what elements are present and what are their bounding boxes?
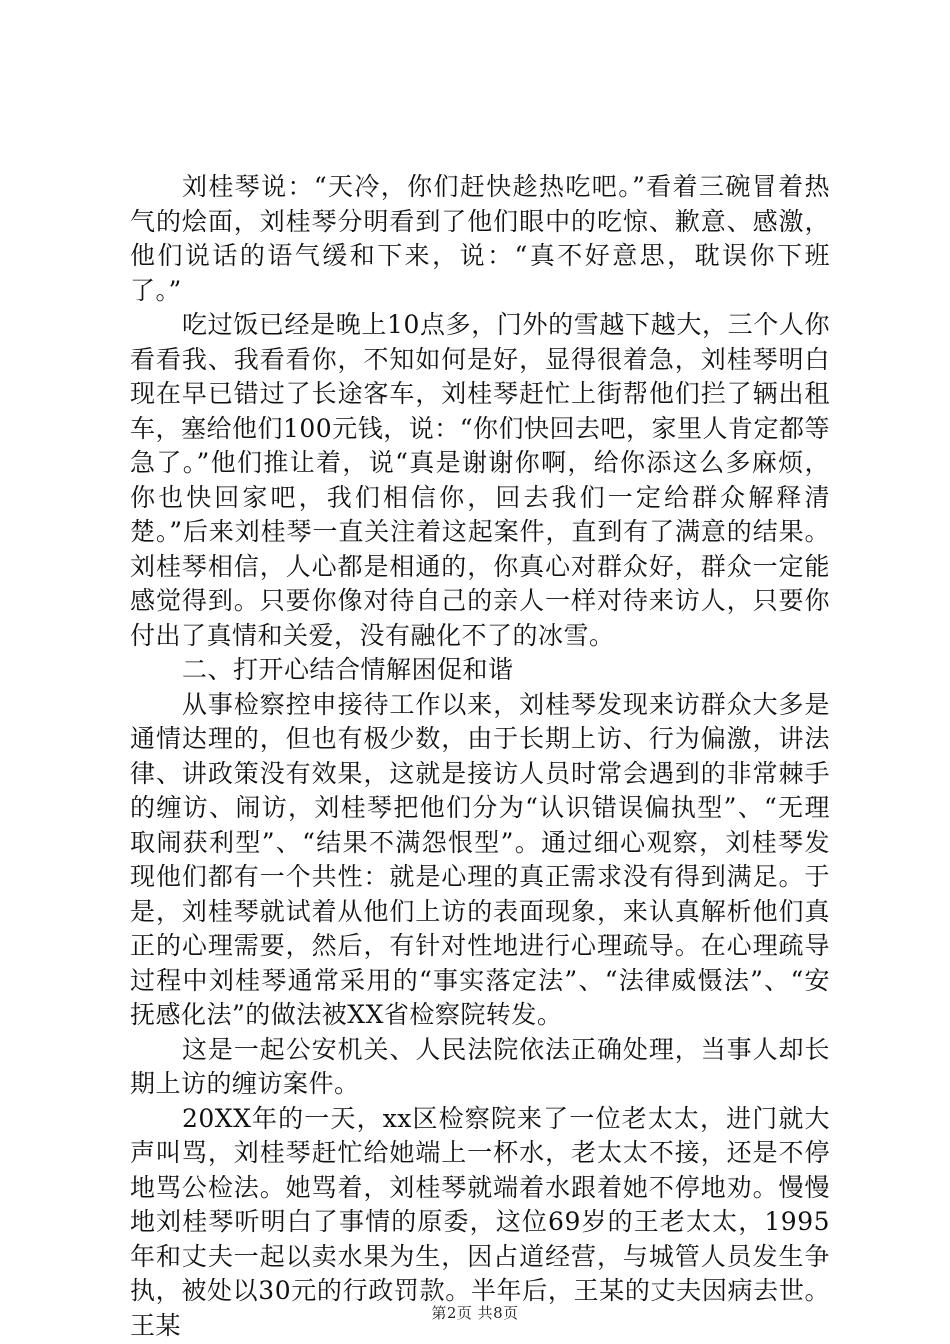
section-heading: 二、打开心结合情解困促和谐 xyxy=(182,655,514,684)
paragraph-4: 这是一起公安机关、人民法院依法正确处理，当事人却长期上访的缠访案件。 xyxy=(130,1034,830,1098)
paragraph-2: 吃过饭已经是晚上10点多，门外的雪越下越大，三个人你看看我、我看看你，不知如何是好，显得很着急，刘桂琴明白现在早已错过了长途客车，刘桂琴赶忙上街帮他们拦了辆出租车，塞给他们100元钱，说：“你们快回去吧，家里人肯定都等急了。”他们推让着，说“真是谢谢你啊，给你添这么多麻烦，你也快回家吧，我们相信你，回去我们一定给群众解释清楚。”后来刘桂琴一直关注着这起案件，直到有了满意的结果。刘桂琴相信，人心都是相通的，你真心对群众好，群众一定能感觉得到。只要你像对待自己的亲人一样对待来访人，只要你付出了真情和关爱，没有融化不了的冰雪。 xyxy=(130,310,831,650)
paragraph-1: 刘桂琴说：“天冷，你们赶快趁热吃吧。”看着三碗冒着热气的烩面，刘桂琴分明看到了他们眼中的吃惊、歉意、感激，他们说话的语气缓和下来，说：“真不好意思，耽误你下班了。” xyxy=(130,172,830,305)
page-footer: 第2页 共8页 xyxy=(431,1304,519,1322)
document-body xyxy=(130,170,830,1343)
paragraph-5: 20XX年的一天，xx区检察院来了一位老太太，进门就大声叫骂，刘桂琴赶忙给她端上一杯水，老太太不接，还是不停地骂公检法。她骂着，刘桂琴就端着水跟着她不停地劝。慢慢地刘桂琴听明白了事情的原委，这位69岁的王老太太，1995年和丈夫一起以卖水果为生，因占道经营，与城管人员发生争执，被处以30元的行政罚款。半年后，王某的丈夫因病去世。王某 xyxy=(130,1103,830,1340)
paragraph-3: 从事检察控申接待工作以来，刘桂琴发现来访群众大多是通情达理的，但也有极少数，由于长期上访、行为偏激，讲法律、讲政策没有效果，这就是接访人员时常会遇到的非常棘手的缠访、闹访，刘桂琴把他们分为“认识错误偏执型”、“无理取闹获利型”、“结果不满怨恨型”。通过细心观察，刘桂琴发现他们都有一个共性：就是心理的真正需求没有得到满足。于是，刘桂琴就试着从他们上访的表面现象，来认真解析他们真正的心理需要，然后，有针对性地进行心理疏导。在心理疏导过程中刘桂琴通常采用的“事实落定法”、“法律威慑法”、“安抚感化法”的做法被XX省检察院转发。 xyxy=(130,689,830,1029)
